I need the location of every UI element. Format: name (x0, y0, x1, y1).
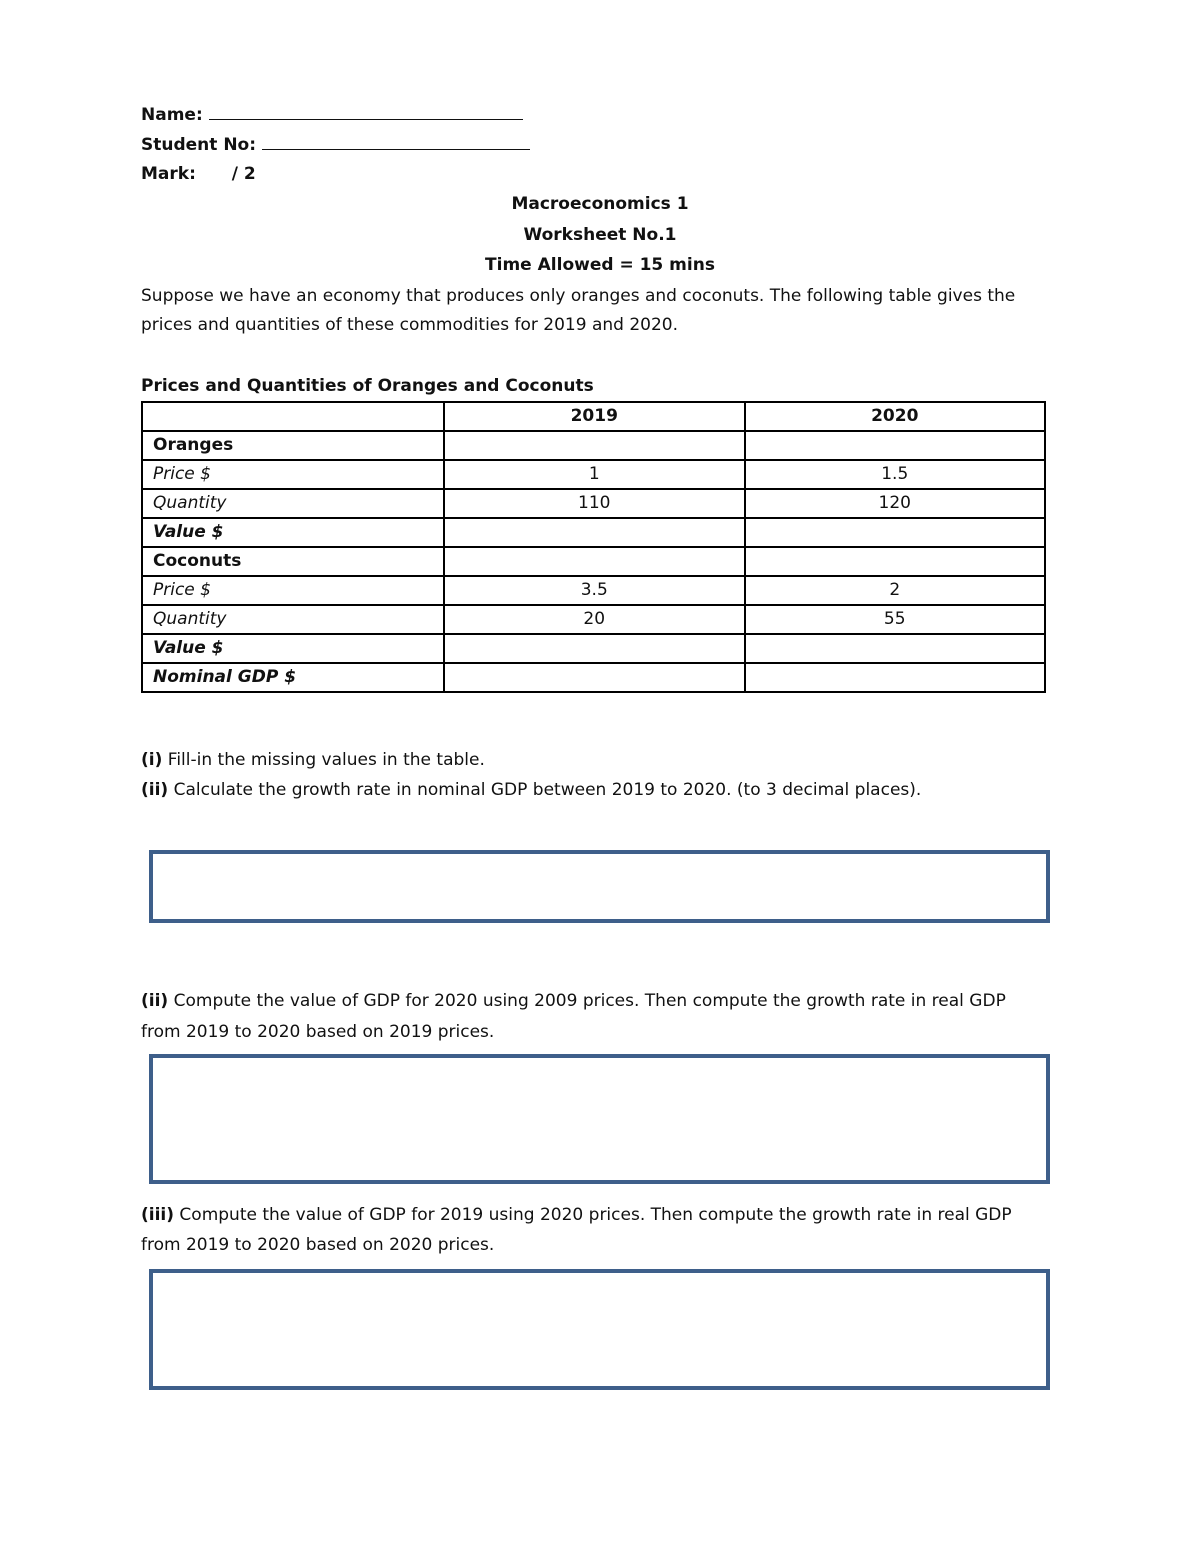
header-cell-2019: 2019 (444, 402, 745, 431)
prices-quantities-table (141, 401, 1046, 693)
row-label-oranges: Oranges (142, 431, 444, 460)
question-2-text: Calculate the growth rate in nominal GDP between 2019 to 2020. (to 3 decimal places). (168, 780, 922, 800)
question-1-text: Fill-in the missing values in the table. (162, 750, 485, 770)
table-row (142, 460, 1045, 489)
answer-box-1[interactable] (149, 850, 1050, 923)
cell-oranges-price-2020: 1.5 (745, 460, 1046, 489)
student-no-field (141, 132, 530, 156)
table-header-row (142, 402, 1045, 431)
cell-oranges-quantity-2020: 120 (745, 489, 1046, 518)
cell-oranges-value-2019[interactable] (444, 518, 745, 547)
question-4-line-2: from 2019 to 2020 based on 2020 prices. (141, 1235, 495, 1255)
question-3-number: (ii) (141, 991, 169, 1011)
row-label-coconuts-price: Price $ (142, 576, 444, 605)
name-label: Name: (141, 105, 203, 125)
table-caption: Prices and Quantities of Oranges and Coconuts (141, 376, 594, 396)
table-row (142, 634, 1045, 663)
cell-coconuts-value-2020[interactable] (745, 634, 1046, 663)
row-label-coconuts-quantity: Quantity (142, 605, 444, 634)
question-3 (141, 990, 1006, 1012)
name-blank[interactable] (209, 102, 523, 120)
table-row (142, 431, 1045, 460)
cell-nominal-gdp-2019[interactable] (444, 663, 745, 692)
header-cell-2020: 2020 (745, 402, 1046, 431)
cell-coconuts-2019 (444, 547, 745, 576)
question-4-number: (iii) (141, 1205, 175, 1225)
cell-coconuts-2020 (745, 547, 1046, 576)
table-row (142, 663, 1045, 692)
cell-oranges-2020 (745, 431, 1046, 460)
cell-coconuts-value-2019[interactable] (444, 634, 745, 663)
table-row (142, 576, 1045, 605)
question-1-number: (i) (141, 750, 163, 770)
question-4 (141, 1204, 1012, 1226)
row-label-coconuts-value: Value $ (142, 634, 444, 663)
answer-box-3[interactable] (149, 1269, 1050, 1390)
question-3-text-line-1: Compute the value of GDP for 2020 using 2009 prices. Then compute the growth rate in real GDP (168, 991, 1006, 1011)
cell-coconuts-quantity-2019: 20 (444, 605, 745, 634)
row-label-nominal-gdp: Nominal GDP $ (142, 663, 444, 692)
row-label-coconuts: Coconuts (142, 547, 444, 576)
student-no-label: Student No: (141, 135, 257, 155)
answer-box-2[interactable] (149, 1054, 1050, 1184)
row-label-oranges-quantity: Quantity (142, 489, 444, 518)
cell-oranges-2019 (444, 431, 745, 460)
student-no-blank[interactable] (262, 132, 530, 150)
mark-value: / 2 (231, 164, 256, 184)
table-row (142, 518, 1045, 547)
name-field (141, 102, 523, 126)
time-allowed: Time Allowed = 15 mins (485, 255, 715, 275)
question-2 (141, 779, 921, 801)
row-label-oranges-value: Value $ (142, 518, 444, 547)
course-title: Macroeconomics 1 (511, 194, 689, 214)
question-4-text-line-1: Compute the value of GDP for 2019 using 2020 prices. Then compute the growth rate in real GDP (174, 1205, 1012, 1225)
intro-line-1: Suppose we have an economy that produces only oranges and coconuts. The following table gives the (141, 286, 1016, 306)
question-3-line-2: from 2019 to 2020 based on 2019 prices. (141, 1022, 495, 1042)
question-2-number: (ii) (141, 780, 169, 800)
intro-line-2: prices and quantities of these commodities for 2019 and 2020. (141, 315, 679, 335)
worksheet-title: Worksheet No.1 (523, 225, 677, 245)
table-row (142, 547, 1045, 576)
mark-field (141, 163, 256, 185)
cell-coconuts-price-2020: 2 (745, 576, 1046, 605)
mark-label: Mark: (141, 164, 196, 184)
cell-oranges-quantity-2019: 110 (444, 489, 745, 518)
table-row (142, 605, 1045, 634)
cell-nominal-gdp-2020[interactable] (745, 663, 1046, 692)
cell-coconuts-price-2019: 3.5 (444, 576, 745, 605)
cell-oranges-price-2019: 1 (444, 460, 745, 489)
cell-coconuts-quantity-2020: 55 (745, 605, 1046, 634)
header-cell-empty (142, 402, 444, 431)
cell-oranges-value-2020[interactable] (745, 518, 1046, 547)
row-label-oranges-price: Price $ (142, 460, 444, 489)
question-1 (141, 749, 485, 771)
table-row (142, 489, 1045, 518)
